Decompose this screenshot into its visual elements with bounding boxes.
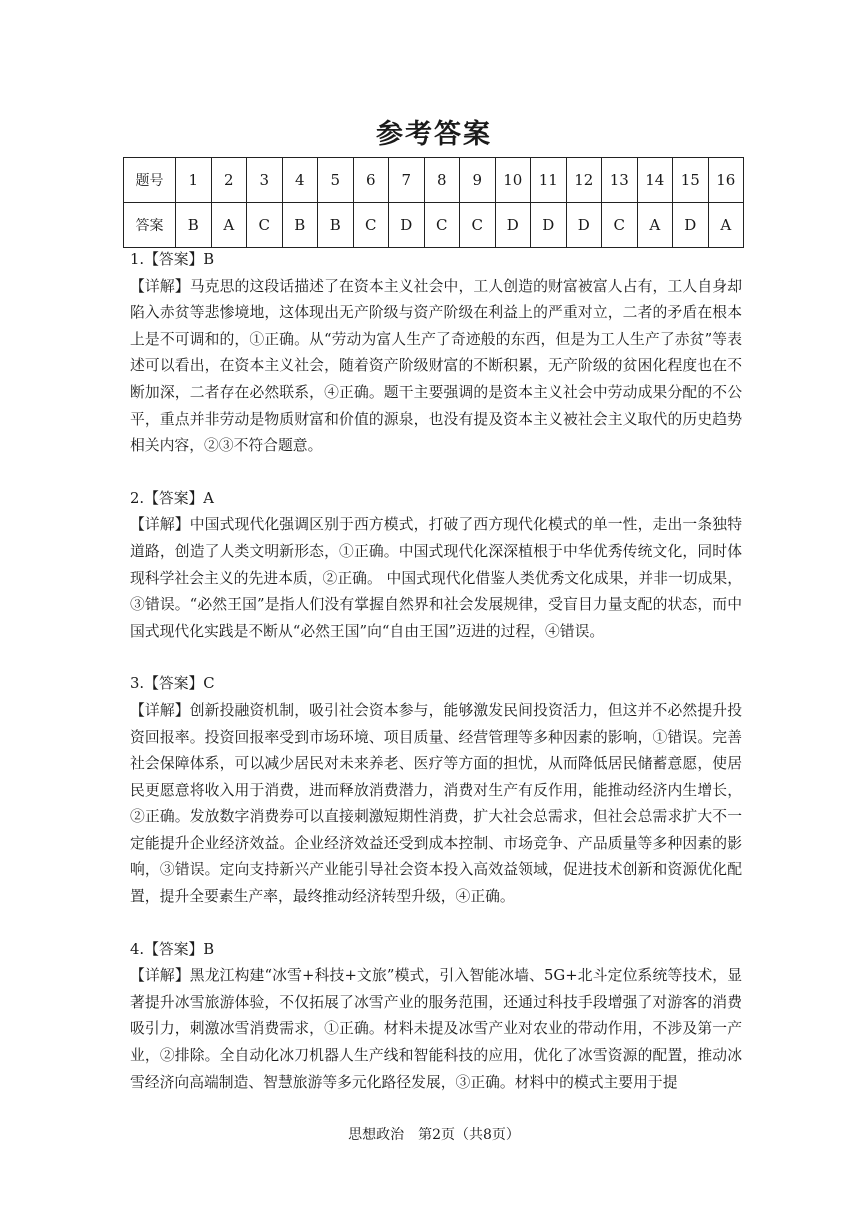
answer-cell: B xyxy=(176,203,212,248)
question-number: 7 xyxy=(389,158,425,203)
answer-item-3 xyxy=(130,671,742,910)
answer-cell: D xyxy=(531,203,567,248)
answer-cell: C xyxy=(353,203,389,248)
answer-item-4 xyxy=(130,937,742,1097)
answer-cell: A xyxy=(637,203,673,248)
row-header-number: 题号 xyxy=(124,158,176,203)
question-number: 14 xyxy=(637,158,673,203)
answer-cell: C xyxy=(602,203,638,248)
question-number: 6 xyxy=(353,158,389,203)
explanation-text: 【详解】马克思的这段话描述了在资本主义社会中，工人创造的财富被富人占有，工人自身却陷入赤贫等悲惨境地，这体现出无产阶级与资产阶级在利益上的严重对立，二者的矛盾在根本上是不可调和的，①正确。从“劳动为富人生产了奇迹般的东西，但是为工人生产了赤贫”等表述可以看出，在资本主义社会，随着资产阶级财富的不断积累，无产阶级的贫困化程度也在不断加深，二者存在必然联系，④正确。题干主要强调的是资本主义社会中劳动成果分配的不公平，重点并非劳动是物质财富和价值的源泉，也没有提及资本主义被社会主义取代的历史趋势相关内容，②③不符合题意。 xyxy=(130,277,742,455)
answer-item-1 xyxy=(130,247,742,460)
answer-cell: D xyxy=(673,203,709,248)
question-number: 10 xyxy=(495,158,531,203)
question-number: 15 xyxy=(673,158,709,203)
question-number: 1 xyxy=(176,158,212,203)
explanation-text: 【详解】创新投融资机制，吸引社会资本参与，能够激发民间投资活力，但这并不必然提升投资回报率。投资回报率受到市场环境、项目质量、经营管理等多种因素的影响，①错误。完善社会保障体系，可以减少居民对未来养老、医疗等方面的担忧，从而降低居民储蓄意愿，使居民更愿意将收入用于消费，进而释放消费潜力，消费对生产有反作用，能推动经济内生增长，②正确。发放数字消费券可以直接刺激短期性消费，扩大社会总需求，但社会总需求扩大不一定能提升企业经济效益。企业经济效益还受到成本控制、市场竞争、产品质量等多种因素的影响，③错误。定向支持新兴产业能引导社会资本投入高效益领域，促进技术创新和资源优化配置，提升全要素生产率，最终推动经济转型升级，④正确。 xyxy=(130,701,742,906)
answer-cell: C xyxy=(247,203,283,248)
question-number: 2 xyxy=(211,158,247,203)
answer-line: 2.【答案】A xyxy=(130,489,214,507)
question-number: 16 xyxy=(708,158,744,203)
page-title: 参考答案 xyxy=(376,119,492,150)
answer-cell: B xyxy=(282,203,318,248)
question-number: 4 xyxy=(282,158,318,203)
answer-cell: A xyxy=(708,203,744,248)
row-header-answer: 答案 xyxy=(124,203,176,248)
question-number: 8 xyxy=(424,158,460,203)
answer-cell: A xyxy=(211,203,247,248)
question-number: 3 xyxy=(247,158,283,203)
question-number: 13 xyxy=(602,158,638,203)
answer-line: 3.【答案】C xyxy=(130,675,215,693)
answer-line: 4.【答案】B xyxy=(130,940,215,958)
explanations xyxy=(130,247,742,1122)
question-number: 11 xyxy=(531,158,567,203)
question-number-row xyxy=(124,158,744,203)
page-footer: 思想政治 第2页（共8页） xyxy=(348,1127,520,1143)
explanation-text: 【详解】中国式现代化强调区别于西方模式，打破了西方现代化模式的单一性，走出一条独特道路，创造了人类文明新形态，①正确。中国式现代化深深植根于中华优秀传统文化，同时体现科学社会主义的先进本质，②正确。 中国式现代化借鉴人类优秀文化成果，并非一切成果，③错误。“必然王国”是指人们没有掌握自然界和社会发展规律，受盲目力量支配的状态，而中国式现代化实践是不断从“必然王国”向“自由王国”迈进的过程，④错误。 xyxy=(130,516,742,640)
explanation-text: 【详解】黑龙江构建“冰雪+科技+文旅”模式，引入智能冰墙、5G+北斗定位系统等技术，显著提升冰雪旅游体验，不仅拓展了冰雪产业的服务范围，还通过科技手段增强了对游客的消费吸引力，刺激冰雪消费需求，①正确。材料未提及冰雪产业对农业的带动作用，不涉及第一产业，②排除。全自动化冰刀机器人生产线和智能科技的应用，优化了冰雪资源的配置，推动冰雪经济向高端制造、智慧旅游等多元化路径发展，③正确。材料中的模式主要用于提 xyxy=(130,967,742,1091)
answer-cell: B xyxy=(318,203,354,248)
answer-row xyxy=(124,203,744,248)
answer-cell: D xyxy=(389,203,425,248)
question-number: 5 xyxy=(318,158,354,203)
answer-cell: C xyxy=(424,203,460,248)
answer-cell: D xyxy=(495,203,531,248)
answer-cell: D xyxy=(566,203,602,248)
question-number: 12 xyxy=(566,158,602,203)
answer-item-2 xyxy=(130,486,742,646)
answer-table xyxy=(123,157,744,248)
answer-cell: C xyxy=(460,203,496,248)
answer-line: 1.【答案】B xyxy=(130,251,215,268)
question-number: 9 xyxy=(460,158,496,203)
